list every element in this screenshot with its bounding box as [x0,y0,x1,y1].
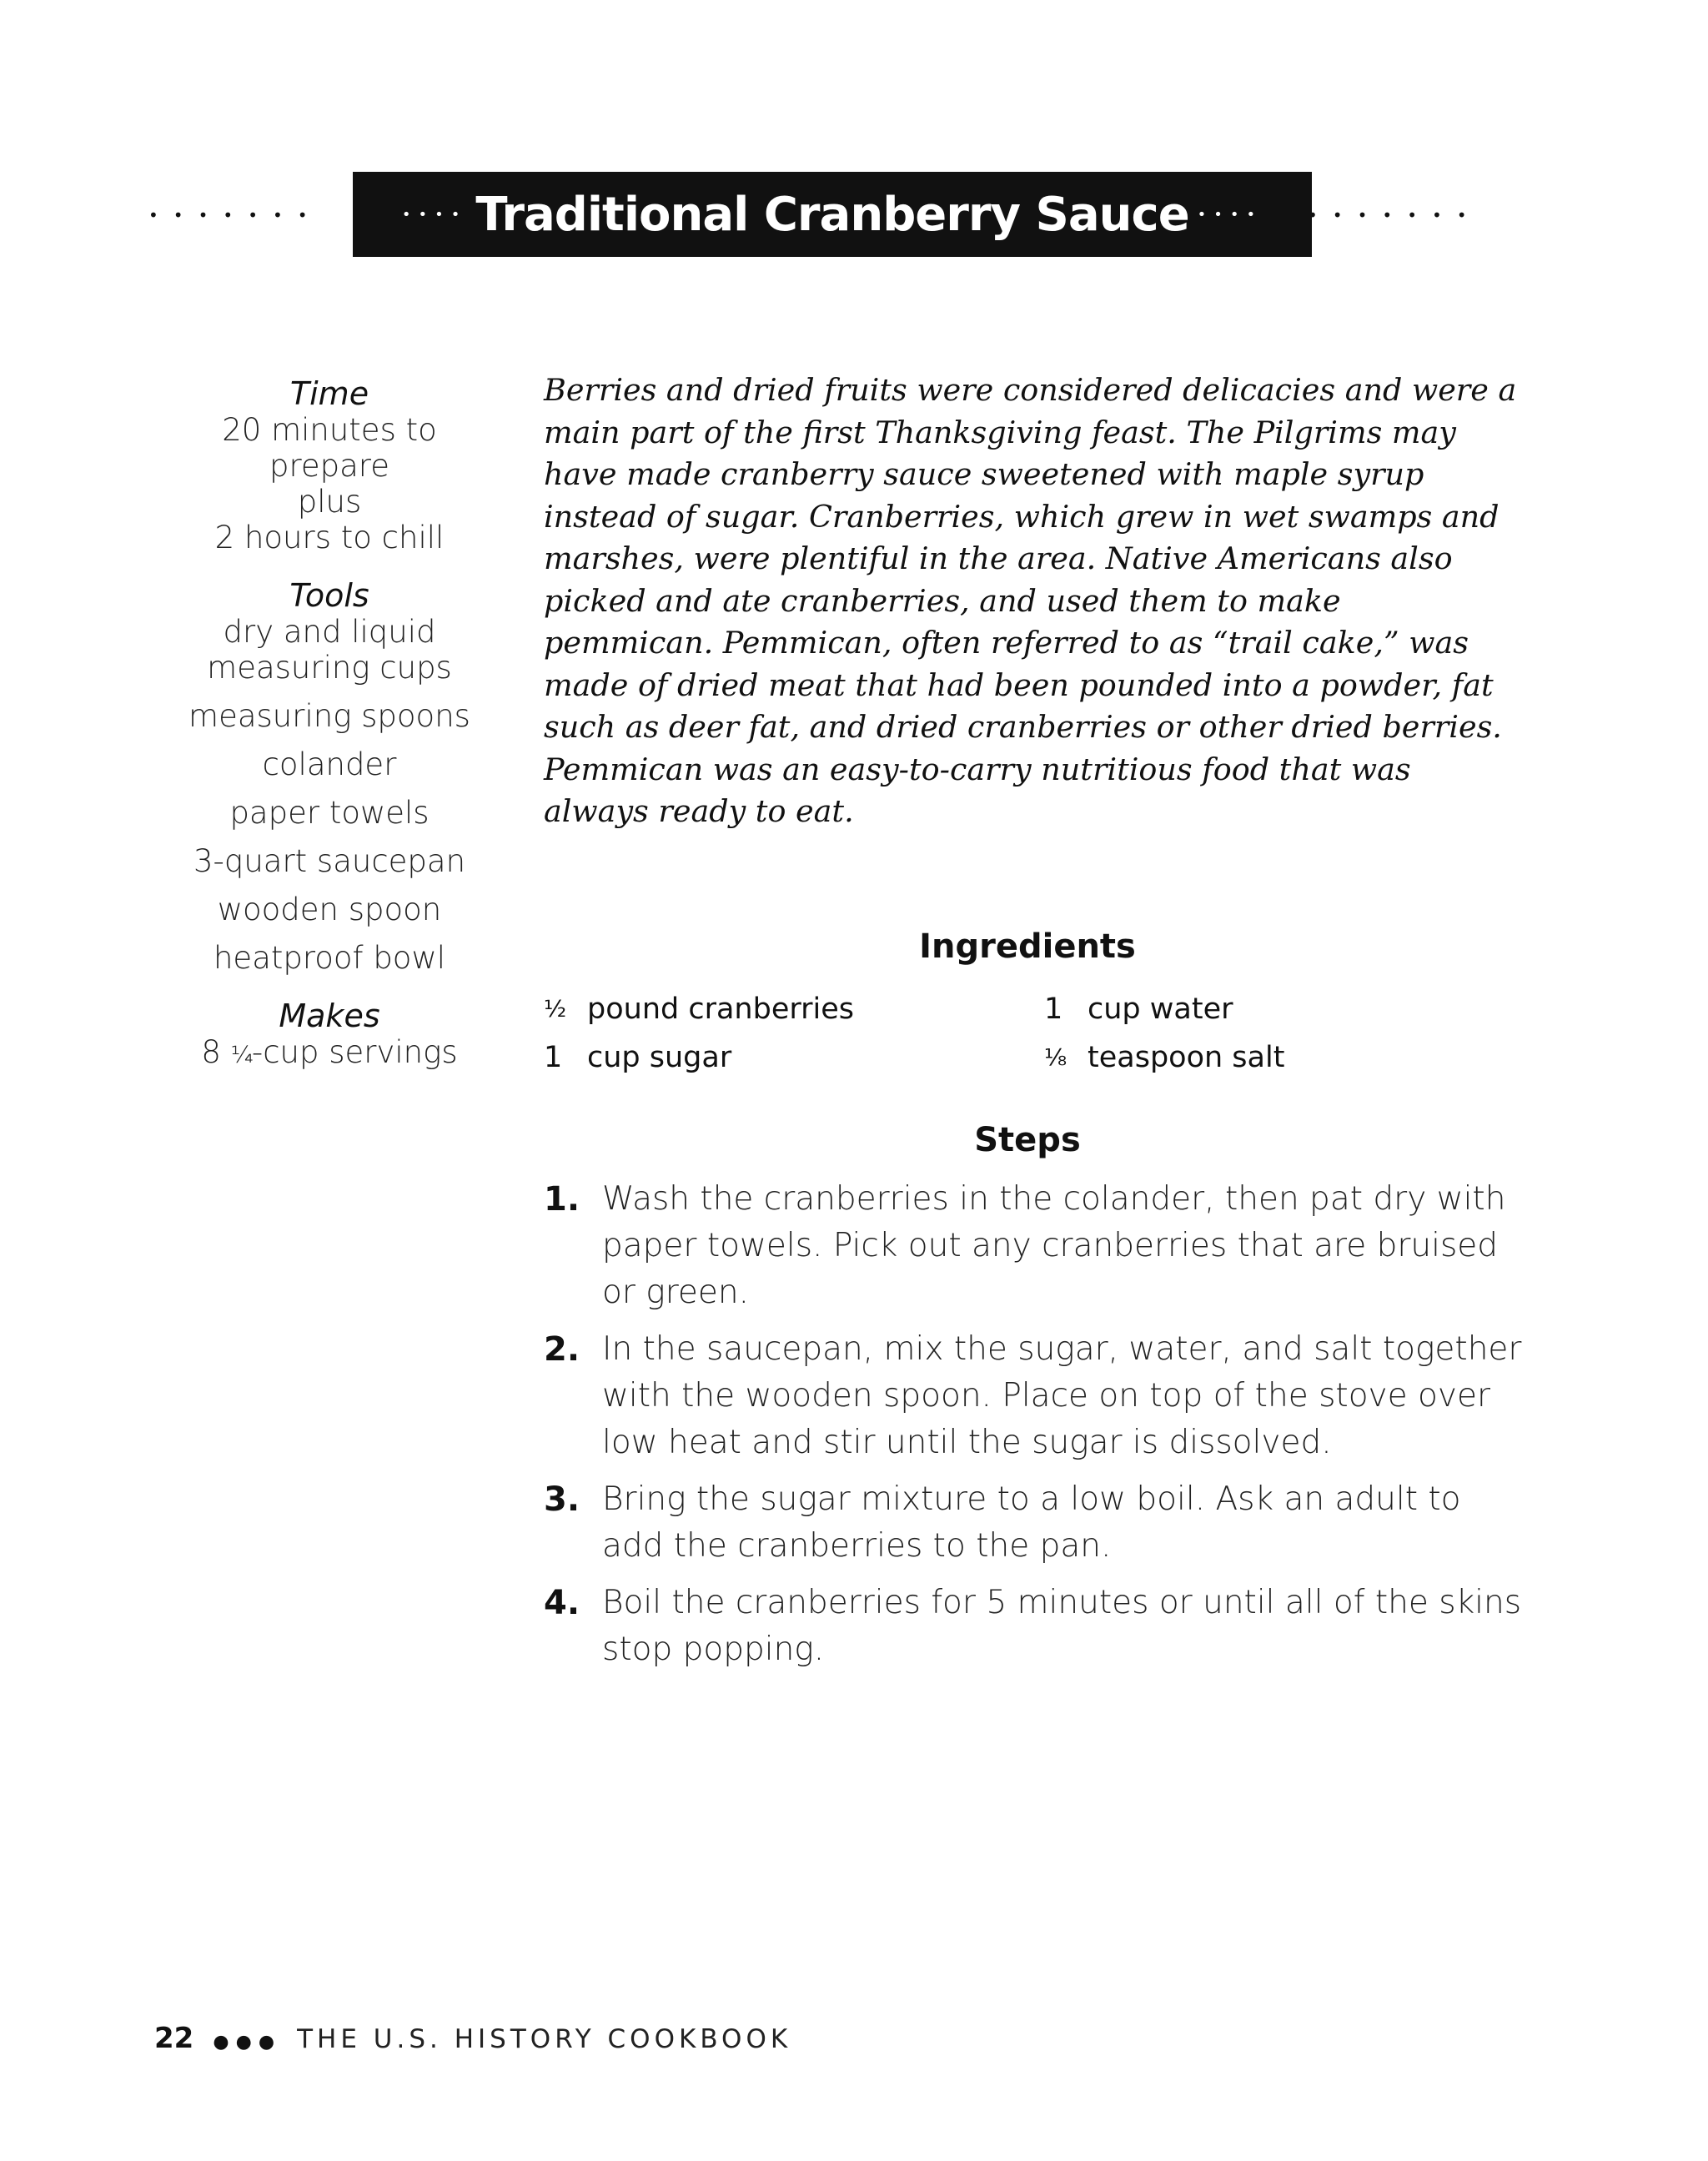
step-text: In the saucepan, mix the sugar, water, and salt together with the wooden spoon. Place on top of the stove over low heat and stir until the sugar is dissolved. [602,1330,1522,1461]
ingredient-qty: ½ [544,995,565,1023]
time-block [158,375,500,555]
ingredient-name: pound cranberries [587,993,855,1026]
time-line: 20 minutes to prepare [222,412,437,484]
step-item [544,1176,1528,1316]
ingredient-item [1044,1038,1545,1086]
tool-item: wooden spoon [217,892,442,927]
tool-item: measuring cups [207,650,452,686]
makes-rest: -cup servings [251,1034,458,1070]
ingredients-list [544,989,1545,1086]
steps-list [544,1176,1528,1683]
book-title: THE U.S. HISTORY COOKBOOK [297,2024,792,2054]
tool-item: heatproof bowl [213,940,445,976]
decorative-dots-inner-right: •••• [1197,205,1263,224]
time-line: 2 hours to chill [214,520,445,555]
ingredients-row [544,989,1545,1038]
decorative-dots-left: ••••••• [148,205,323,225]
step-number: 2. [544,1330,580,1369]
ingredient-qty: ⅛ [1044,1043,1066,1071]
tool-item: paper towels [229,795,430,831]
steps-heading: Steps [974,1121,1081,1159]
makes-qty: 8 [201,1034,221,1070]
makes-block [158,998,500,1073]
decorative-dots-footer: ●●● [213,2032,282,2053]
ingredients-row [544,1038,1545,1086]
tools-block [158,577,500,976]
makes-value [158,1034,500,1073]
ingredient-item [544,989,1044,1038]
tool-item: colander [262,746,397,782]
title-banner [0,172,1708,257]
step-item [544,1326,1528,1466]
ingredient-name: teaspoon salt [1088,1041,1285,1074]
step-item [544,1476,1528,1570]
tool-item: dry and liquid [223,614,436,650]
page-footer [154,2020,791,2057]
ingredient-item [544,1038,1044,1086]
ingredient-item [1044,989,1545,1038]
decorative-dots-right: ••••••• [1308,205,1482,225]
tool-item: 3-quart saucepan [193,843,466,879]
step-text: Boil the cranberries for 5 minutes or until all of the skins stop popping. [602,1584,1522,1668]
ingredient-name: cup water [1088,993,1233,1026]
recipe-info-sidebar [158,375,500,1094]
title-box [353,172,1312,257]
tool-item: measuring spoons [188,698,470,734]
ingredients-heading: Ingredients [919,927,1136,966]
step-number: 4. [544,1584,580,1622]
intro-paragraph: Berries and dried fruits were considered delicacies and were a main part of the first Thanksgiving feast. The Pilgrims may have made cranberry sauce sweetened with maple syrup instead of sugar. Cranberries, which grew in wet swamps and marshes, were plentiful in the area. Native Americans also picked and ate cranberries, and used them to make pemmican. Pemmican, often referred to as “trail cake,” was made of dried meat that had been pounded into a powder, fat such as deer fat, and dried cranberries or other dried berries. Pemmican was an easy-to-carry nutritious food that was always ready to eat. [544,372,1517,829]
time-label: Time [289,375,369,412]
makes-fraction: ¼ [230,1041,252,1068]
step-number: 3. [544,1480,580,1519]
page-title: Traditional Cranberry Sauce [475,187,1189,242]
step-text: Wash the cranberries in the colander, then pat dry with paper towels. Pick out any cranberries that are bruised or green. [602,1180,1506,1311]
tools-label: Tools [289,577,369,614]
decorative-dots-inner-left: •••• [401,205,468,224]
makes-label: Makes [279,998,380,1034]
step-item [544,1580,1528,1673]
step-number: 1. [544,1180,580,1219]
ingredient-qty: 1 [1044,993,1063,1026]
page-number: 22 [154,2022,194,2055]
time-line: plus [297,484,362,520]
step-text: Bring the sugar mixture to a low boil. Ask an adult to add the cranberries to the pan. [602,1480,1461,1565]
ingredient-name: cup sugar [587,1041,732,1074]
ingredient-qty: 1 [544,1041,563,1074]
